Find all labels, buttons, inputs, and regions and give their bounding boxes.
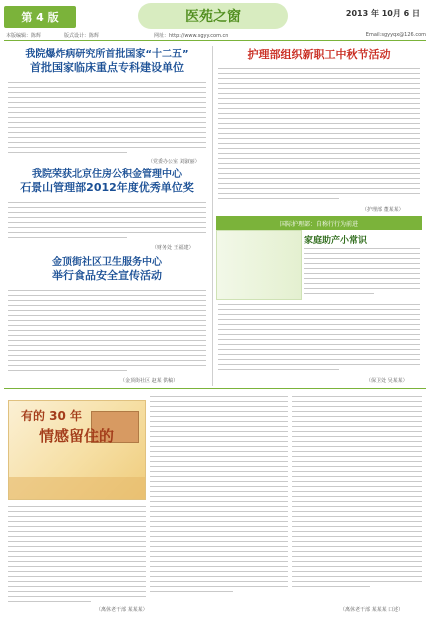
article-3-body [8,290,206,375]
article-8-body [292,396,422,591]
section-divider [4,388,426,389]
article-5-byline: （保卫处 吴某某） [366,378,408,384]
article-2-body [8,202,206,242]
column-divider [212,46,213,386]
article-4-body [218,68,420,203]
edition-tag: 第 4 版 [4,6,76,28]
article-7-body [150,396,288,596]
article-2-headline[interactable] [6,168,208,195]
article-3-byline: （金顶街社区 赵某 供稿） [120,378,179,384]
article-4-headline-line-1: 护理部组织新职工中秋节活动 [247,48,391,61]
article-3-headline-line-2: 举行食品安全宣传活动 [52,269,162,282]
feature-title-line-2: 情感留住的 [39,427,115,445]
column-title[interactable]: 家庭助产小常识 [304,236,368,246]
website-label[interactable]: 网址：http://www.sgyy.com.cn [154,33,229,39]
article-2-headline-line-2: 石景山管理部2012年度优秀单位奖 [20,181,194,194]
article-3-headline[interactable] [6,256,208,283]
publication-date: 2013 年 10月 6 日 [345,9,420,18]
article-1-headline-line-2: 首批国家临床重点专科建设单位 [30,61,184,74]
decorative-panel [216,230,302,300]
photo-decoration [9,477,145,499]
header-info-line [4,31,426,41]
page-header [0,0,430,42]
article-6-body [8,506,146,606]
article-1-byline: （党委办公室 刘淑丽） [148,159,200,165]
article-4-headline[interactable] [216,48,422,62]
article-7-byline: （离休老干部 某某某 口述） [340,607,404,613]
feature-photo [8,400,146,500]
article-1-headline[interactable] [6,48,208,75]
editor-label: 本版编辑：陈辉 [6,33,42,39]
article-6-byline: （离休老干部 某某某） [96,607,148,613]
article-1-body [8,82,206,157]
article-3-headline-line-1: 金顶街社区卫生服务中心 [52,257,162,268]
article-4-byline: （护理部 董某某） [362,207,404,213]
article-2-headline-line-1: 我院荣获北京住房公积金管理中心 [32,169,182,180]
article-2-byline: （财务处 王福建） [152,245,194,251]
article-5-side-body [304,248,420,298]
feature-title-line-1: 有的 30 年 [21,409,83,423]
email-label[interactable]: Email:sgyyqx@126.com [365,32,426,38]
section-banner: 国际护理部：自称行行为前进 [216,216,422,230]
designer-label: 版式设计：陈辉 [64,33,100,39]
masthead-title: 医苑之窗 [138,3,288,29]
article-5-body [218,304,420,374]
article-1-headline-line-1: 我院爆炸病研究所首批国家“十二五” [25,49,189,60]
